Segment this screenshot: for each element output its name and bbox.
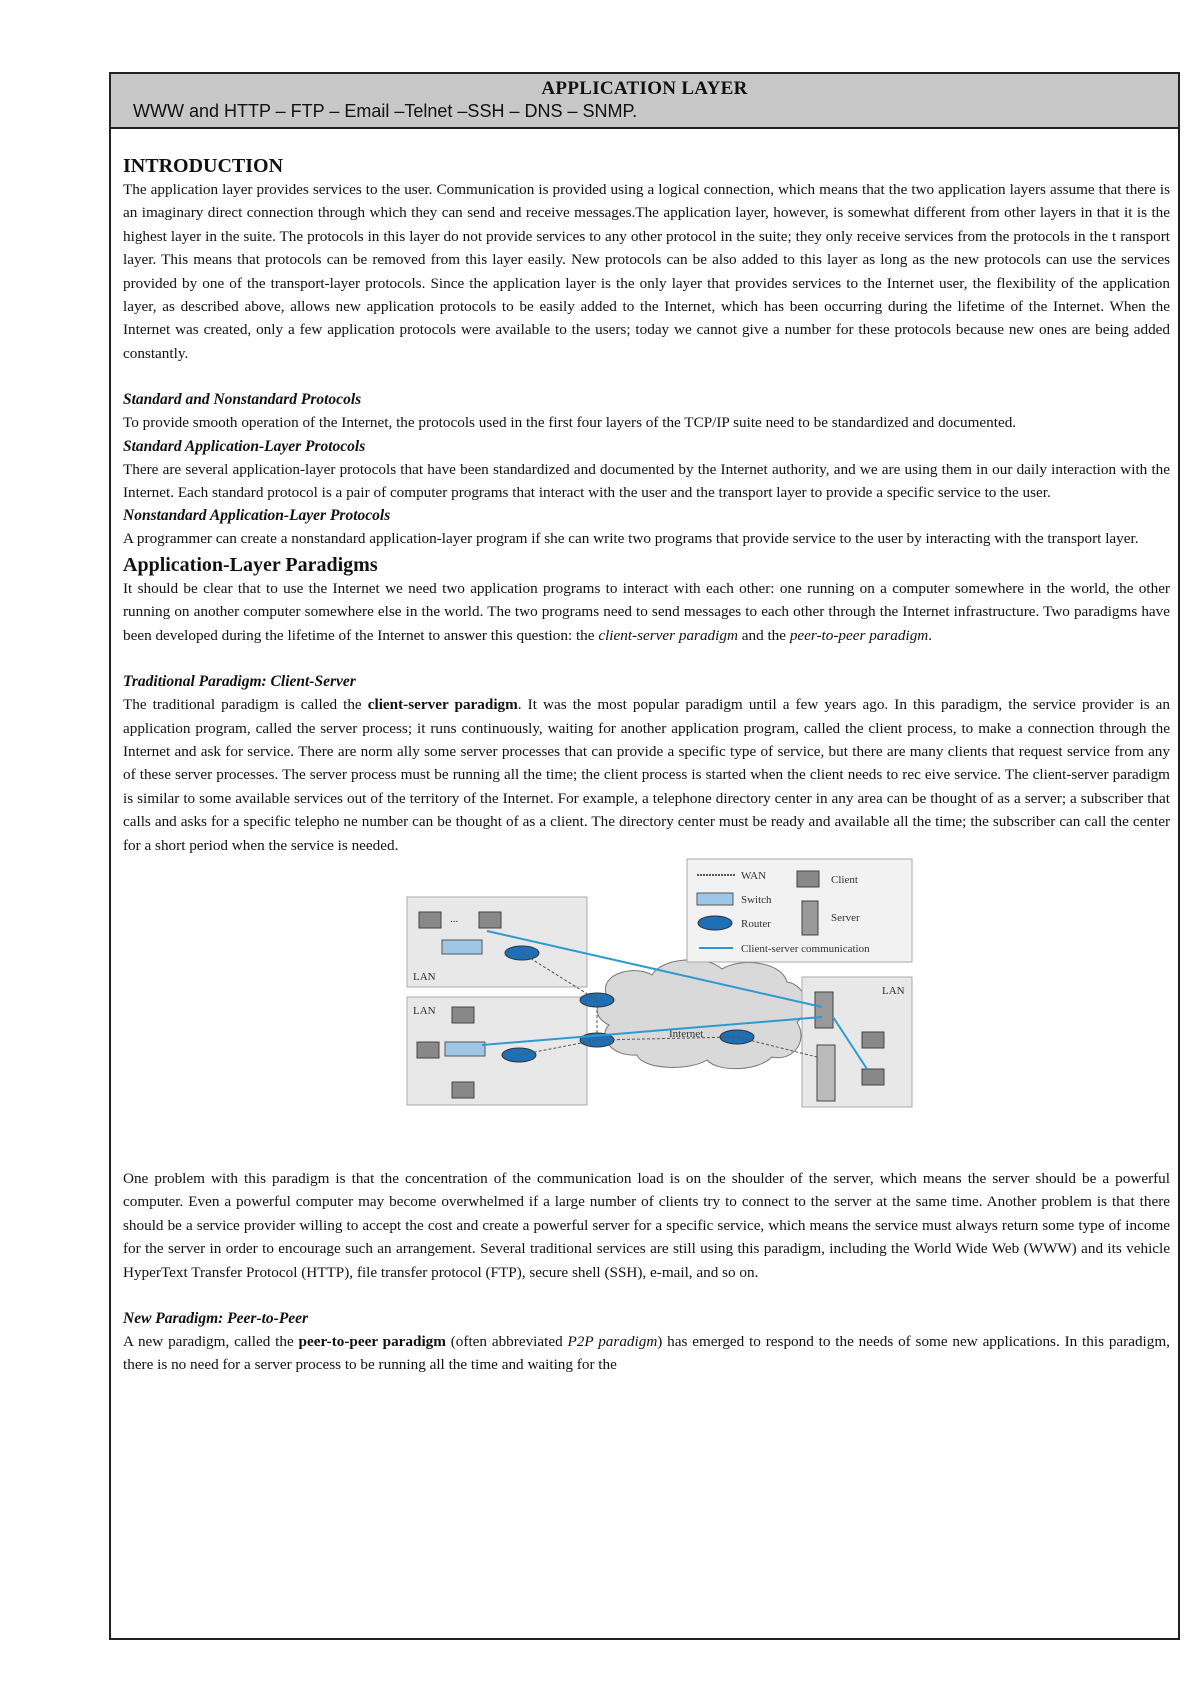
- p2p-text-mid: (often abbreviated: [445, 1332, 568, 1350]
- header-bar: [111, 74, 1178, 129]
- paradigms-paragraph: [123, 577, 1170, 647]
- lan-label-1: LAN: [413, 970, 436, 983]
- internet-cloud: [597, 960, 806, 1069]
- laptop-icon: [479, 912, 501, 928]
- standard-app-heading: Standard Application-Layer Protocols: [123, 437, 366, 455]
- standard-app-paragraph: There are several application-layer protocols that have been standardized and documented by the Internet authority, and we are using them in our daily interaction with the Internet. Each standard protocol is a pair of computer programs that interact with the user and the transport layer to provide a specific service to the user.: [123, 460, 1170, 502]
- legend-cs-comm: Client-server communication: [741, 942, 870, 955]
- lan-label-3: LAN: [882, 984, 905, 997]
- network-diagram: [397, 857, 917, 1157]
- laptop-icon: [419, 912, 441, 928]
- client-server-paragraph: [123, 693, 1170, 857]
- cs-bold-term: client-server paradigm: [367, 696, 518, 714]
- server-legend-icon: [802, 901, 818, 935]
- internet-label: Internet: [669, 1027, 704, 1040]
- content: [123, 154, 1170, 1377]
- laptop-icon: [862, 1032, 884, 1048]
- paradigms-text: It should be clear that to use the Internet we need two application programs to interact with each other: one running on a computer somewhere in the world, the other running on another computer somewhere else in the world. The two programs need to send messages to each other through the Internet infrastructure. Two paradigms have been developed during the lifetime of the Internet to answer this question: the: [123, 579, 1170, 644]
- legend-client: Client: [831, 873, 858, 886]
- ellipsis: ...: [450, 912, 459, 925]
- paradigms-heading: Application-Layer Paradigms: [123, 553, 378, 576]
- switch-legend-icon: [697, 893, 733, 905]
- problem-paragraph: One problem with this paradigm is that the concentration of the communication load is on the shoulder of the server, which means the server should be a powerful computer. Even a powerful computer may become overwhelmed if a large number of clients try to connect to the server at the same time. Another problem is that there should be a service provider willing to accept the cost and create a powerful server for a specific service, which means the service must always return some type of income for the server in order to encourage such an arrangement. Several traditional services are still using this paradigm, including the World Wide Web (WWW) and its vehicle HyperText Transfer Protocol (HTTP), file transfer protocol (FTP), secure shell (SSH), e-mail, and so on.: [123, 1169, 1170, 1281]
- page-frame: [109, 72, 1180, 1640]
- switch-tower-icon: [817, 1045, 835, 1101]
- intro-paragraph: The application layer provides services to the user. Communication is provided using a logical connection, which means that the two application layers assume that there is an imaginary direct connection through which they can send and receive messages.The application layer, however, is somewhat different from other layers in that it is the highest layer in the suite. The protocols in this layer do not provide services to any other protocol in the suite; they only receive services from the protocols in the t ransport layer. This means that protocols can be removed from this layer easily. New protocols can be also added to this layer as long as the new protocols can use the services provided by one of the transport-layer protocols. Since the application layer is the only layer that provides services to the Internet user, the flexibility of the application layer, as described above, allows new application protocols to be easily added to the Internet, which has been occurring during the lifetime of the Internet. When the Internet was created, only a few application protocols were available to the users; today we cannot give a number for these protocols because new ones are being added constantly.: [123, 181, 1170, 362]
- laptop-icon: [862, 1069, 884, 1085]
- paradigms-text-mid: and the: [737, 626, 790, 644]
- legend-wan: WAN: [741, 869, 767, 882]
- standard-nonstandard-heading: Standard and Nonstandard Protocols: [123, 391, 362, 409]
- client-server-heading: Traditional Paradigm: Client-Server: [123, 673, 356, 691]
- laptop-icon: [452, 1007, 474, 1023]
- server-icon: [815, 992, 833, 1028]
- legend-router: Router: [741, 917, 771, 930]
- page-title: APPLICATION LAYER: [541, 78, 748, 99]
- p2p-paragraph: [123, 1330, 1170, 1377]
- lan-label-2: LAN: [413, 1004, 436, 1017]
- legend-switch: Switch: [741, 893, 772, 906]
- paradigms-text-end: .: [928, 626, 933, 644]
- intro-heading: INTRODUCTION: [123, 155, 284, 177]
- legend-server: Server: [831, 911, 860, 924]
- p2p-abbrev: P2P paradigm: [567, 1332, 658, 1350]
- p2p-heading: New Paradigm: Peer-to-Peer: [123, 1309, 309, 1327]
- switch-icon: [442, 940, 482, 954]
- laptop-icon: [417, 1042, 439, 1058]
- nonstandard-app-heading: Nonstandard Application-Layer Protocols: [123, 507, 391, 525]
- cs-text-pre: The traditional paradigm is called the: [123, 696, 368, 714]
- p2p-bold-term: peer-to-peer paradigm: [298, 1332, 446, 1350]
- page-subtitle: WWW and HTTP – FTP – Email –Telnet –SSH – DNS – SNMP.: [133, 101, 638, 121]
- standard-nonstandard-paragraph: To provide smooth operation of the Internet, the protocols used in the first four layers of the TCP/IP suite need to be standardized and documented.: [123, 414, 1017, 432]
- client-server-figure: [123, 857, 1174, 1167]
- cs-text-post: . It was the most popular paradigm until a few years ago. In this paradigm, the service provider is an application program, called the server process; it runs continuously, waiting for another application program, called the client process, to make a connection through the Internet and ask for service. There are norm ally some server processes that can provide a specific type of service, but there are many clients that request service from any of these server processes. The server process must be running all the time; the client process is started when the client needs to rec eive service. The client-server paradigm is similar to some available services out of the territory of the Internet. For example, a telephone directory center in any area can be thought of as a server; a subscriber that calls and asks for a specific telepho ne number can be thought of as a client. The directory center must be ready and available all the time; the subscriber can call the center for a short period when the service is needed.: [123, 696, 1171, 854]
- client-legend-icon: [797, 871, 819, 887]
- switch-icon: [445, 1042, 485, 1056]
- laptop-icon: [452, 1082, 474, 1098]
- p2p-text-pre: A new paradigm, called the: [123, 1332, 299, 1350]
- client-server-term: client-server paradigm: [598, 626, 738, 644]
- p2p-text-post: ) has emerged to respond to the needs of some new applications. In this paradigm, there is no need for a server process to be running all the time and waiting for the: [123, 1332, 1170, 1374]
- router-legend-icon: [698, 916, 732, 930]
- p2p-term: peer-to-peer paradigm: [789, 626, 929, 644]
- nonstandard-app-paragraph: A programmer can create a nonstandard application-layer program if she can write two programs that provide service to the user by interacting with the transport layer.: [123, 530, 1139, 548]
